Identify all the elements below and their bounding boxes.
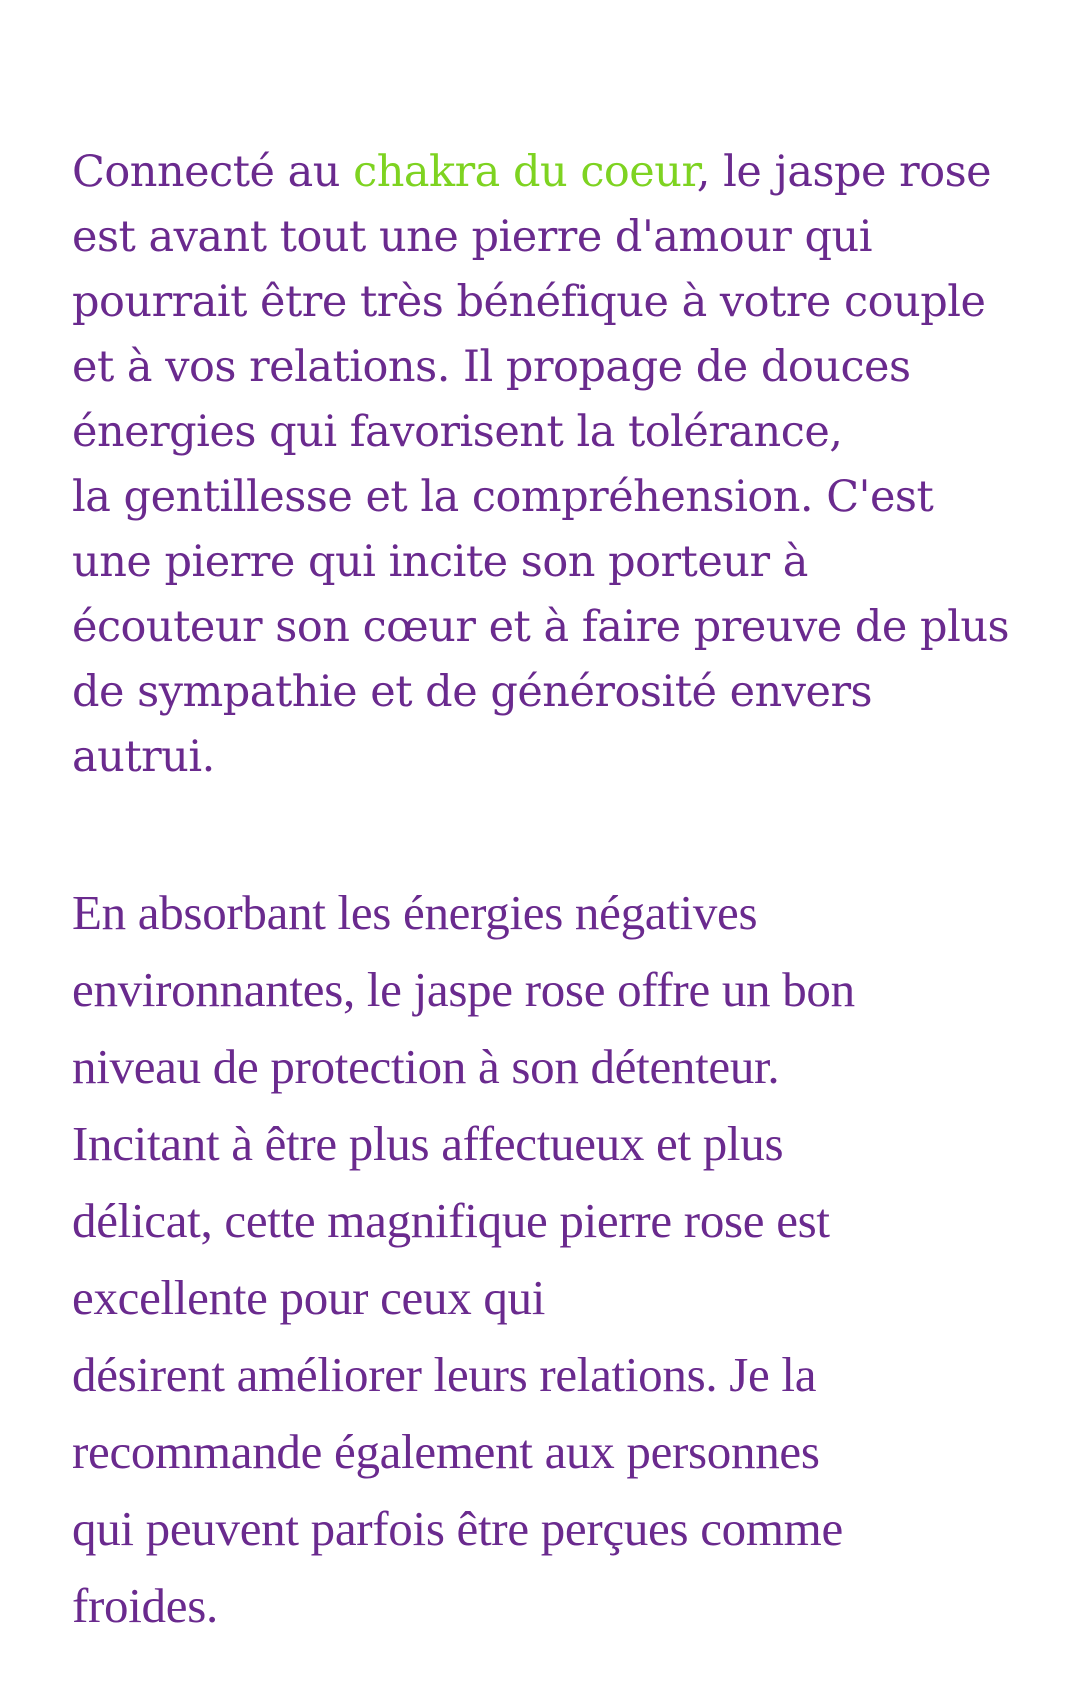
paragraph-line: pourrait être très bénéfique à votre couple [72, 277, 986, 327]
paragraph-line: une pierre qui incite son porteur à [72, 537, 808, 587]
paragraph-line: écouteur son cœur et à faire preuve de plus [72, 602, 1010, 652]
paragraph-line: froides. [72, 1578, 218, 1633]
paragraph-line: recommande également aux personnes [72, 1424, 820, 1479]
paragraph-line: énergies qui favorisent la tolérance, [72, 407, 843, 457]
paragraph-line [72, 140, 1032, 205]
paragraph-line: qui peuvent parfois être perçues comme [72, 1501, 843, 1556]
paragraph-protection [72, 874, 1032, 1644]
paragraph-line: la gentillesse et la compréhension. C'est [72, 472, 934, 522]
paragraph-line: désirent améliorer leurs relations. Je la [72, 1347, 817, 1402]
paragraph-line: niveau de protection à son détenteur. [72, 1039, 780, 1094]
paragraph-line: En absorbant les énergies négatives [72, 885, 758, 940]
paragraph-line: autrui. [72, 732, 215, 782]
paragraph-line: et à vos relations. Il propage de douces [72, 342, 911, 392]
paragraph-line: excellente pour ceux qui [72, 1270, 546, 1325]
paragraph-line: est avant tout une pierre d'amour qui [72, 212, 872, 262]
paragraph-line: Incitant à être plus affectueux et plus [72, 1116, 784, 1171]
article-body [72, 140, 1032, 1644]
paragraph-line: environnantes, le jaspe rose offre un bon [72, 962, 855, 1017]
chakra-du-coeur-link[interactable]: chakra du coeur [353, 147, 697, 197]
text-segment: , le jaspe rose [696, 147, 992, 197]
paragraph-heart-chakra [72, 140, 1032, 790]
text-segment: Connecté au [72, 147, 354, 197]
paragraph-line: de sympathie et de générosité envers [72, 667, 873, 717]
paragraph-line: délicat, cette magnifique pierre rose est [72, 1193, 830, 1248]
